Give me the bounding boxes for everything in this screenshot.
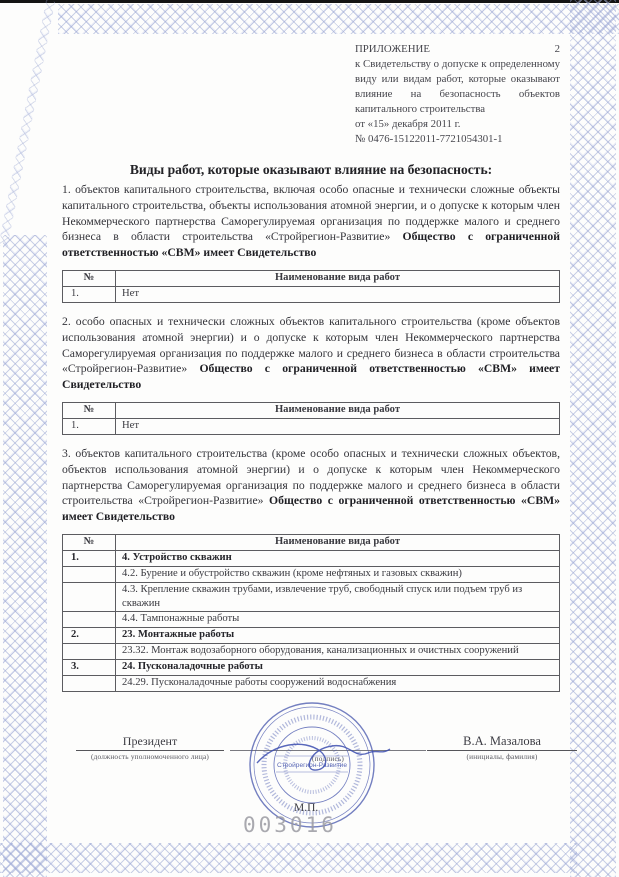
table-row: 4.4. Тампонажные работы — [63, 611, 560, 627]
form-serial-number: 003016 — [243, 813, 337, 837]
section-2-text: 2. особо опасных и технически сложных объектов капитального строительства (кроме объектов использования атомной энергии) и о допуске к которым член Некоммерческого партнерства Саморегулируемая организация по поддержке малого и среднего бизнеса в области строительства «Стройрегион-Развитие» — [62, 314, 560, 376]
section-3-paragraph — [62, 446, 560, 525]
name-caption: (инициалы, фамилия) — [466, 751, 538, 761]
signature-line — [230, 750, 426, 751]
appendix-subtitle: к Свидетельству о допуске к определенному виду или видам работ, которые оказывают влияние на безопасность объектов капитального строительства — [355, 58, 560, 115]
table-row: 1. Нет — [63, 418, 560, 434]
table3-header-name: Наименование вида работ — [116, 534, 560, 550]
section-2-bold-text: Общество с ограниченной ответственностью «СВМ» имеет Свидетельство — [62, 362, 560, 392]
table2-header-num: № — [63, 402, 116, 418]
signatory-name: В.А. Мазалова — [427, 734, 577, 751]
table-row: 2. 23. Монтажные работы — [63, 627, 560, 643]
signatory-name-block — [427, 734, 577, 761]
position-caption: (должность уполномоченного лица) — [90, 751, 210, 761]
section-1-bold-text: Общество с ограниченной ответственностью «СВМ» имеет Свидетельство — [62, 230, 560, 260]
page-title: Виды работ, которые оказывают влияние на безопасность: — [129, 162, 493, 177]
table1-header-name: Наименование вида работ — [116, 270, 560, 286]
signature-caption: (подпись) — [311, 753, 345, 763]
works-table-3 — [62, 534, 560, 692]
works-table-1 — [62, 270, 560, 303]
header-block — [355, 42, 560, 147]
stamp-center-text: Стройрегион-Развитие — [277, 761, 348, 769]
section-3-bold-text: Общество с ограниченной ответственностью «СВМ» имеет Свидетельство — [62, 494, 560, 524]
stamp-place-note: М.П. — [294, 801, 319, 814]
table-row: 4.3. Крепление скважин трубами, извлечение труб, свободный спуск или подъем труб из скважин — [63, 582, 560, 611]
table3-header-num: № — [63, 534, 116, 550]
table-row: 1. Нет — [63, 286, 560, 302]
lace-border-corner-diagonal — [0, 0, 55, 247]
table-row: 23.32. Монтаж водозаборного оборудования, канализационных и очистных сооружений — [63, 643, 560, 659]
table-row: 4.2. Бурение и обустройство скважин (кроме нефтяных и газовых скважин) — [63, 566, 560, 582]
section-1-text: 1. объектов капитального строительства, включая особо опасные и технически сложные объекты капитального строительства, объекты использования атомной энергии, и о допуске к которым член Некоммерческого партнерства Саморегулируемая организация по поддержке малого и среднего бизнеса в области строительства «Стройрегион-Развитие» — [62, 183, 560, 244]
table2-header-name: Наименование вида работ — [116, 402, 560, 418]
table-row: 3. 24. Пусконаладочные работы — [63, 659, 560, 675]
section-3-text: 3. объектов капитального строительства (кроме особо опасных и технически сложных объектов, объектов использования атомной энергии) и о допуске к которым член Некоммерческого партнерства Саморегулируемая организация по поддержке малого и среднего бизнеса в области строительства «Стройрегион-Развитие» — [62, 446, 560, 508]
appendix-label: ПРИЛОЖЕНИЕ — [355, 43, 430, 55]
table1-header-num: № — [63, 270, 116, 286]
appendix-number: 2 — [554, 43, 560, 55]
lace-border-left — [3, 235, 47, 877]
signature-area — [62, 702, 560, 877]
table-row: 1. 4. Устройство скважин — [63, 550, 560, 566]
section-1-paragraph — [62, 182, 560, 261]
signatory-position-block — [76, 734, 224, 761]
works-table-2 — [62, 402, 560, 435]
appendix-date-line: от «15» декабря 2011 г. — [355, 118, 461, 130]
section-2-paragraph — [62, 314, 560, 393]
appendix-number-line: № 0476-15122011-7721054301-1 — [355, 133, 503, 145]
position-title: Президент — [76, 734, 224, 751]
table-row: 24.29. Пусконаладочные работы сооружений водоснабжения — [63, 675, 560, 691]
